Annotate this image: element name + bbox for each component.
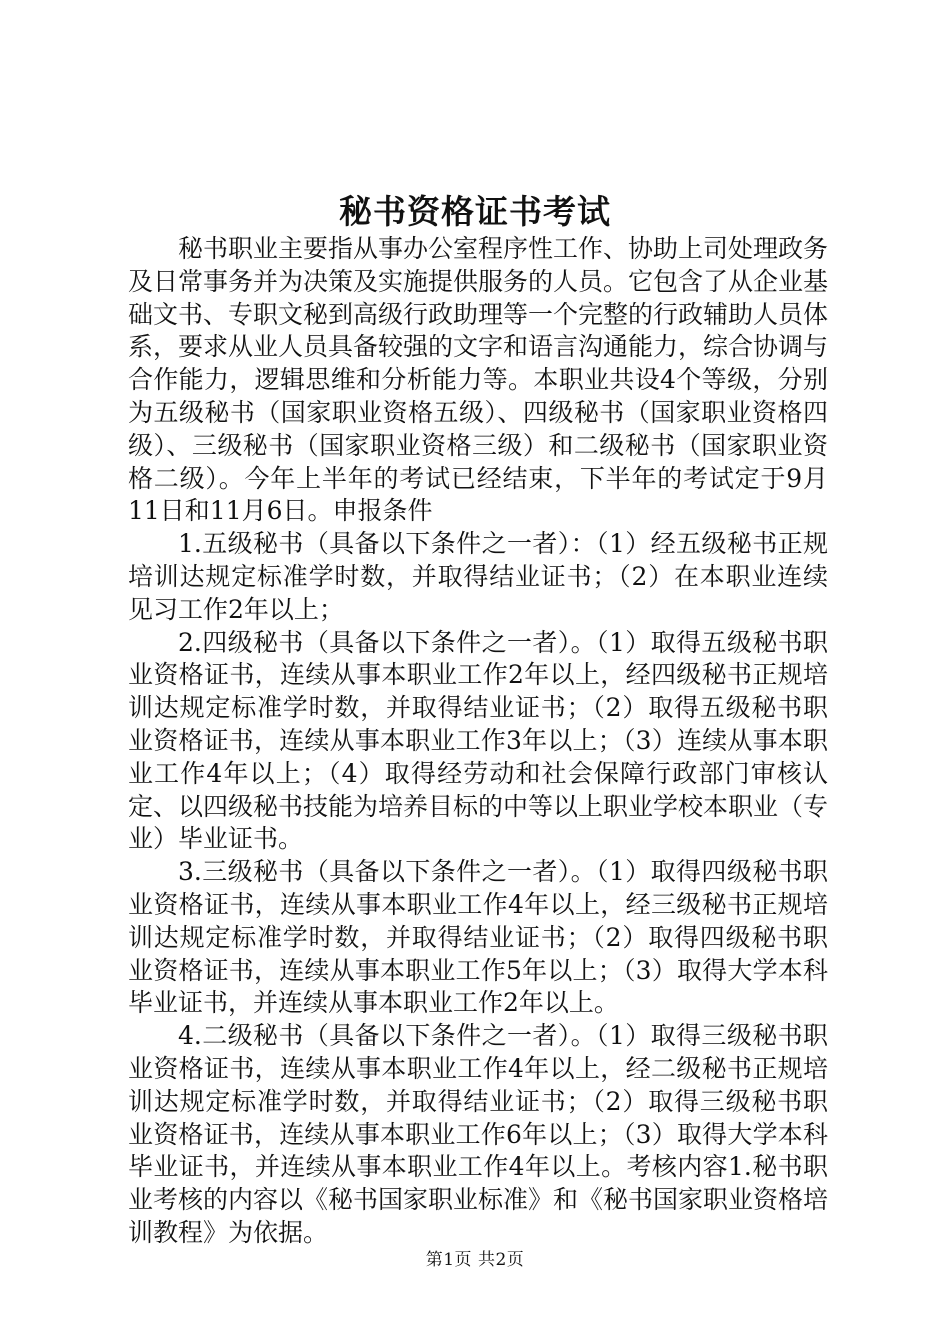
document-title: 秘书资格证书考试	[339, 192, 611, 231]
paragraph-level-4: 2.四级秘书（具备以下条件之一者）。（1）取得五级秘书职业资格证书，连续从事本职业工作2年以上，经四级秘书正规培训达规定标准学时数，并取得结业证书；（2）取得五级秘书职业资格证书，连续从事本职业工作3年以上；（3）连续从事本职业工作4年以上；（4）取得经劳动和社会保障行政部门审核认定、以四级秘书技能为培养目标的中等以上职业学校本职业（专业）毕业证书。	[128, 627, 829, 854]
paragraph-level-2: 4.二级秘书（具备以下条件之一者）。（1）取得三级秘书职业资格证书，连续从事本职业工作4年以上，经二级秘书正规培训达规定标准学时数，并取得结业证书；（2）取得三级秘书职业资格证书，连续从事本职业工作6年以上；（3）取得大学本科毕业证书，并连续从事本职业工作4年以上。考核内容1.秘书职业考核的内容以《秘书国家职业标准》和《秘书国家职业资格培训教程》为依据。	[128, 1021, 829, 1247]
paragraph-intro: 秘书职业主要指从事办公室程序性工作、协助上司处理政务及日常事务并为决策及实施提供服务的人员。它包含了从企业基础文书、专职文秘到高级行政助理等一个完整的行政辅助人员体系，要求从业人员具备较强的文字和语言沟通能力，综合协调与合作能力，逻辑思维和分析能力等。本职业共设4个等级，分别为五级秘书（国家职业资格五级）、四级秘书（国家职业资格四级）、三级秘书（国家职业资格三级）和二级秘书（国家职业资格二级）。今年上半年的考试已经结束，下半年的考试定于9月11日和11月6日。申报条件	[128, 234, 829, 526]
paragraph-level-3: 3.三级秘书（具备以下条件之一者）。（1）取得四级秘书职业资格证书，连续从事本职业工作4年以上，经三级秘书正规培训达规定标准学时数，并取得结业证书；（2）取得四级秘书职业资格证书，连续从事本职业工作5年以上；（3）取得大学本科毕业证书，并连续从事本职业工作2年以上。	[128, 857, 828, 1018]
document-body	[128, 233, 828, 1250]
paragraph-level-5: 1.五级秘书（具备以下条件之一者）：（1）经五级秘书正规培训达规定标准学时数，并取得结业证书；（2）在本职业连续见习工作2年以上；	[128, 529, 828, 624]
page-number: 第1页 共2页	[425, 1250, 525, 1270]
